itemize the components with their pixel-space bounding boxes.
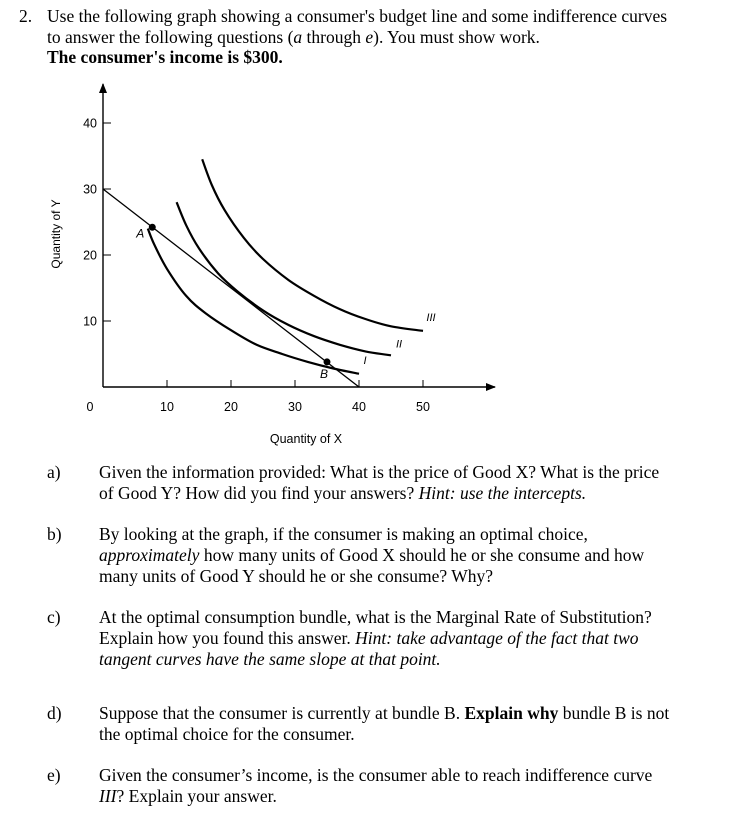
question-label: e) bbox=[47, 765, 61, 785]
y-axis-label: Quantity of Y bbox=[49, 199, 63, 269]
question-label: d) bbox=[47, 703, 62, 723]
question-c-line-2-text: Explain how you found this answer. bbox=[99, 628, 356, 648]
point-a bbox=[149, 224, 156, 231]
y-tick-label: 10 bbox=[83, 314, 97, 329]
question-b-approximately: approximately bbox=[99, 545, 200, 565]
question-d-explain-why: Explain why bbox=[464, 703, 559, 723]
question-e-curve-iii: III bbox=[99, 786, 117, 806]
question-c-line-3 bbox=[99, 649, 719, 670]
question-b-line-2 bbox=[99, 545, 719, 566]
question-c-line-2 bbox=[99, 628, 719, 649]
question-d-line-1-start: Suppose that the consumer is currently at bundle B. bbox=[99, 703, 465, 723]
intro-through: through bbox=[302, 26, 366, 47]
question-label: b) bbox=[47, 524, 62, 544]
question-label: a) bbox=[47, 462, 61, 482]
x-tick-label: 40 bbox=[352, 400, 366, 414]
y-tick-label: 20 bbox=[83, 248, 97, 263]
intro-part-e: e bbox=[365, 26, 374, 47]
question-e-line-1: Given the consumer’s income, is the consumer able to reach indifference curve bbox=[99, 765, 653, 785]
question-b-line-2-text: how many units of Good X should he or she consume and how bbox=[199, 545, 645, 565]
question-c-line-1: At the optimal consumption bundle, what is the Marginal Rate of Substitution? bbox=[99, 607, 652, 627]
curve-label-ii: II bbox=[395, 338, 403, 351]
y-tick-label: 30 bbox=[83, 182, 97, 197]
question-a-hint: Hint: use the intercepts. bbox=[418, 483, 587, 503]
question-c-hint-start: Hint: take advantage of the fact that two bbox=[355, 628, 639, 648]
indifference-curve-ii bbox=[177, 202, 391, 355]
point-label-a: A bbox=[136, 226, 145, 241]
question-a-line-1: Given the information provided: What is the price of Good X? What is the price bbox=[99, 462, 660, 482]
curve-label-i: I bbox=[363, 354, 367, 367]
x-tick-label: 20 bbox=[224, 400, 238, 414]
question-e-line-2-text: ? Explain your answer. bbox=[116, 786, 277, 806]
question-number: 2. bbox=[19, 6, 33, 26]
x-tick-label: 10 bbox=[160, 400, 174, 414]
question-d-line-1-end: bundle B is not bbox=[558, 703, 670, 723]
intro-line-2-start: to answer the following questions ( bbox=[47, 26, 294, 47]
question-a-line-2 bbox=[99, 483, 719, 504]
intro-line-1: Use the following graph showing a consumer's budget line and some indifference curves bbox=[47, 6, 668, 26]
intro-part-a: a bbox=[293, 26, 303, 47]
curve-label-iii: III bbox=[426, 311, 436, 324]
indifference-curve-iii bbox=[202, 159, 423, 331]
bundle-points bbox=[135, 224, 330, 381]
income-statement: The consumer's income is $300. bbox=[47, 47, 283, 67]
question-b-line-1: By looking at the graph, if the consumer is making an optimal choice, bbox=[99, 524, 588, 544]
point-b bbox=[324, 358, 331, 365]
x-tick-label: 50 bbox=[416, 400, 430, 414]
question-label: c) bbox=[47, 607, 61, 627]
intro-line-2-end: ). You must show work. bbox=[373, 26, 540, 47]
indifference-curves bbox=[148, 159, 436, 373]
x-axis-label: Quantity of X bbox=[269, 432, 343, 446]
question-d-line-1 bbox=[99, 703, 719, 724]
question-b-line-3: many units of Good Y should he or she consume? Why? bbox=[99, 566, 494, 586]
question-a-line-2-text: of Good Y? How did you find your answers? bbox=[99, 483, 419, 503]
tick-labels bbox=[83, 117, 430, 415]
x-tick-label: 30 bbox=[288, 400, 302, 414]
question-d-line-2: the optimal choice for the consumer. bbox=[99, 724, 355, 744]
x-tick-label: 0 bbox=[86, 400, 94, 414]
y-tick-label: 40 bbox=[83, 116, 97, 131]
point-label-b: B bbox=[319, 366, 329, 381]
question-e-line-2 bbox=[99, 786, 719, 807]
question-c-hint-end: tangent curves have the same slope at that point. bbox=[99, 649, 441, 669]
